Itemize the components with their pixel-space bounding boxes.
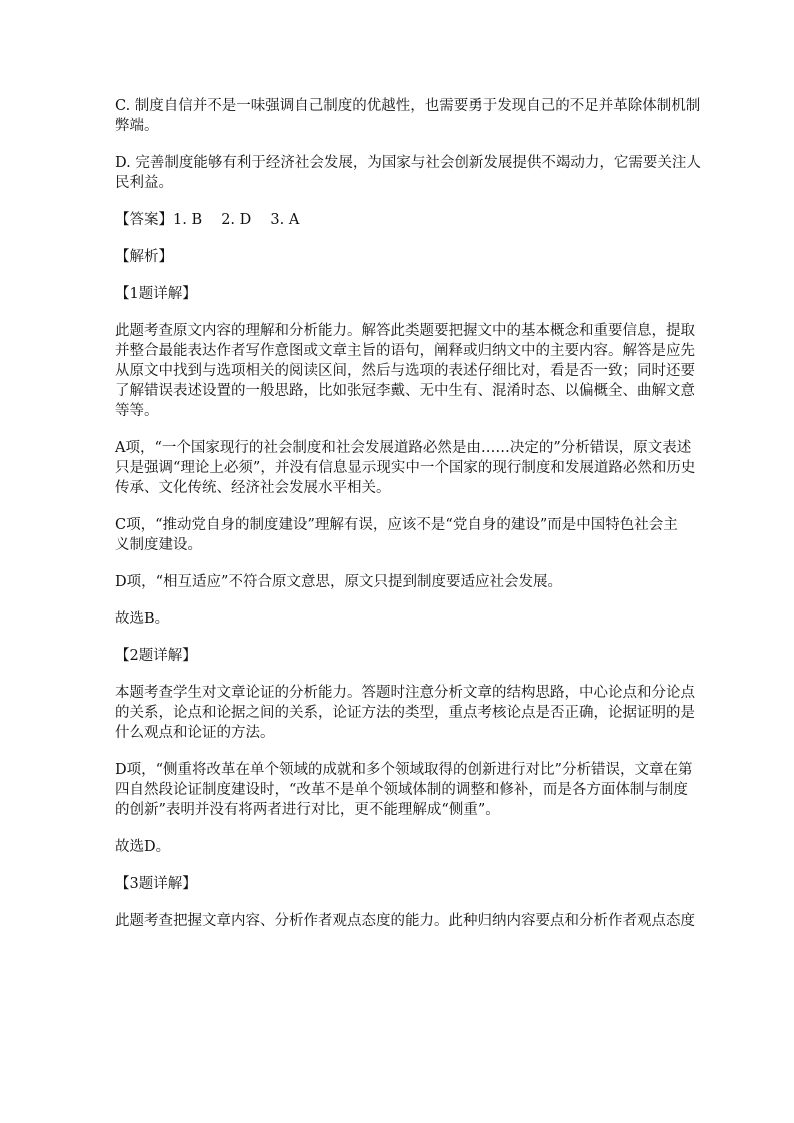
text-line: 只是强调“理论上必须”，并没有信息显示现实中一个国家的现行制度和发展道路必然和历史 (115, 460, 696, 476)
document-page (115, 96, 701, 931)
text-line: 等等。 (115, 403, 159, 419)
text-line: 并整合最能表达作者写作意图或文章主旨的语句，阐释或归纳文中的主要内容。解答是应先 (115, 343, 695, 359)
text-line: D项，“相互适应”不符合原文意思，原文只提到制度要适应社会发展。 (115, 574, 562, 590)
text-line: 【3题详解】 (115, 876, 197, 892)
text-line: 故选D。 (115, 839, 171, 855)
paragraph-q3-body (115, 911, 695, 931)
paragraph-analysis-heading (115, 247, 685, 267)
paragraph-answer (115, 210, 685, 230)
text-line: C项，“推动党自身的制度建设”理解有误，应该不是“党自身的建设”而是中国特色社会主 (115, 517, 678, 533)
text-line: 民利益。 (115, 175, 173, 191)
text-line: D项，“侧重将改革在单个领域的成就和多个领域取得的创新进行对比”分析错误，文章在第 (115, 762, 693, 778)
text-line: 的关系，论点和论据之间的关系，论证方法的类型，重点考核论点是否正确，论据证明的是 (115, 705, 695, 721)
paragraph-q3-heading (115, 874, 685, 894)
paragraph-q1-option-c (115, 515, 685, 555)
text-line: 了解错误表述设置的一般思路，比如张冠李戴、无中生有、混淆时态、以偏概全、曲解文意 (115, 383, 695, 399)
text-line: C. 制度自信并不是一味强调自己制度的优越性，也需要勇于发现自己的不足并革除体制机制 (115, 98, 701, 114)
paragraph-q1-conclusion (115, 609, 685, 629)
text-line: 义制度建设。 (115, 537, 202, 553)
text-line: 本题考查学生对文章论证的分析能力。答题时注意分析文章的结构思路，中心论点和分论点 (115, 685, 695, 701)
text-line: 【2题详解】 (115, 648, 197, 664)
text-line: 四自然段论证制度建设时，“改革不是单个领域体制的调整和修补，而是各方面体制与制度 (115, 782, 688, 798)
paragraph-option-c (115, 96, 701, 136)
text-line: 此题考查把握文章内容、分析作者观点态度的能力。此种归纳内容要点和分析作者观点态度 (115, 913, 695, 929)
text-line: 故选B。 (115, 611, 170, 627)
text-line: 【1题详解】 (115, 286, 197, 302)
text-line: D. 完善制度能够有利于经济社会发展，为国家与社会创新发展提供不竭动力，它需要关注人 (115, 155, 701, 171)
paragraph-q1-option-a (115, 438, 696, 498)
text-line: 弊端。 (115, 118, 159, 134)
paragraph-option-d (115, 153, 701, 193)
text-line: 此题考查原文内容的理解和分析能力。解答此类题要把握文中的基本概念和重要信息，提取 (115, 323, 695, 339)
text-line: 传承、文化传统、经济社会发展水平相关。 (115, 480, 391, 496)
paragraph-q2-conclusion (115, 837, 685, 857)
paragraph-q1-heading (115, 284, 685, 304)
text-line: 【答案】1. B 2. D 3. A (115, 212, 300, 228)
text-line: A项，“一个国家现行的社会制度和社会发展道路必然是由……决定的”分析错误，原文表述 (115, 440, 692, 456)
paragraph-q1-body (115, 321, 695, 421)
text-line: 什么观点和论证的方法。 (115, 725, 275, 741)
paragraph-q1-option-d (115, 572, 685, 592)
text-line: 【解析】 (115, 249, 173, 265)
text-line: 从原文中找到与选项相关的阅读区间，然后与选项的表述仔细比对，看是否一致；同时还要 (115, 363, 695, 379)
paragraph-q2-heading (115, 646, 685, 666)
paragraph-q2-option-d (115, 760, 693, 820)
paragraph-q2-body (115, 683, 695, 743)
text-line: 的创新”表明并没有将两者进行对比，更不能理解成“侧重”。 (115, 802, 500, 818)
